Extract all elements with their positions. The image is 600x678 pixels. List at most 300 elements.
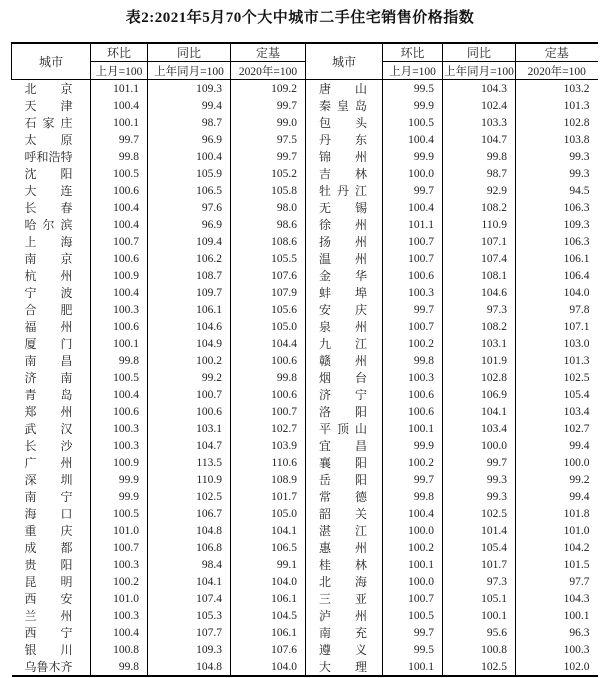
- city-name: 湛江: [319, 524, 367, 538]
- city-name: 吉林: [319, 167, 367, 181]
- value-cell-yoy-right: 108.2: [443, 318, 516, 335]
- value-cell-mom-right: 100.4: [383, 505, 443, 522]
- city-cell-left: [12, 318, 91, 335]
- value-cell-base-right: 104.3: [563, 592, 590, 605]
- table-row: [12, 505, 598, 522]
- value-cell-mom-left: 100.3: [91, 556, 148, 573]
- city-cell-right: [306, 403, 383, 420]
- city-name: 南充: [319, 626, 367, 640]
- city-name: 郑州: [24, 405, 73, 419]
- city-name: 青岛: [24, 388, 73, 402]
- value-cell-base-left: 97.5: [231, 131, 306, 148]
- table-row: [12, 437, 598, 454]
- value-cell-mom-right: 100.7: [383, 590, 443, 607]
- city-name: 南京: [24, 252, 73, 266]
- value-cell-yoy-left: 96.9: [148, 216, 231, 233]
- value-cell-yoy-left: 109.7: [148, 284, 231, 301]
- city-name: 哈尔滨: [24, 218, 73, 232]
- value-cell-mom-left: 100.3: [91, 437, 148, 454]
- city-name: 厦门: [24, 337, 73, 351]
- value-cell-base-left: 104.4: [231, 335, 306, 352]
- table-row: [12, 216, 598, 233]
- city-cell-left: [12, 573, 91, 590]
- value-cell-mom-right: 100.0: [383, 573, 443, 590]
- value-cell-yoy-right: 99.8: [443, 148, 516, 165]
- value-cell-base-right: 101.0: [563, 524, 590, 537]
- value-cell-mom-left: 100.3: [91, 301, 148, 318]
- value-cell-base-right: 106.3: [563, 201, 590, 214]
- value-cell-yoy-right: 97.3: [443, 573, 516, 590]
- subheader-yoy-left: 上年同月=100: [148, 62, 231, 80]
- city-name: 福州: [24, 320, 73, 334]
- table-row: [12, 590, 598, 607]
- city-name: 石家庄: [24, 116, 73, 130]
- city-cell-left: [12, 352, 91, 369]
- city-name: 桂林: [319, 558, 367, 572]
- header-base-right: 定基: [516, 43, 598, 62]
- city-name: 兰州: [24, 609, 73, 623]
- value-cell-mom-left: 99.8: [91, 352, 148, 369]
- city-cell-left: [12, 284, 91, 301]
- value-cell-yoy-left: 98.4: [148, 556, 231, 573]
- value-cell-mom-right: 100.3: [383, 369, 443, 386]
- value-cell-mom-right: 100.6: [383, 386, 443, 403]
- header-base-left: 定基: [231, 43, 306, 62]
- city-name: 包头: [319, 116, 367, 130]
- city-name: 宜昌: [319, 439, 367, 453]
- value-cell-yoy-right: 106.9: [443, 386, 516, 403]
- value-cell-mom-right: 99.5: [383, 641, 443, 658]
- city-name: 贵阳: [24, 558, 73, 572]
- table-row: [12, 420, 598, 437]
- city-name: 大连: [24, 184, 73, 198]
- value-cell-yoy-left: 100.4: [148, 148, 231, 165]
- city-cell-right: [306, 420, 383, 437]
- value-cell-yoy-right: 100.1: [443, 607, 516, 624]
- value-cell-base-left: 105.8: [231, 182, 306, 199]
- value-cell-yoy-right: 108.2: [443, 199, 516, 216]
- value-cell-mom-right: 99.9: [383, 148, 443, 165]
- city-name: 烟台: [319, 371, 367, 385]
- value-cell-yoy-right: 102.5: [443, 658, 516, 676]
- table-row: [12, 556, 598, 573]
- city-name: 长沙: [24, 439, 73, 453]
- value-cell-base-left: 101.7: [231, 488, 306, 505]
- value-cell-mom-right: 99.9: [383, 437, 443, 454]
- value-cell-mom-left: 100.7: [91, 233, 148, 250]
- table-body: [12, 80, 598, 677]
- city-cell-right: [306, 386, 383, 403]
- city-cell-left: [12, 386, 91, 403]
- value-cell-base-left: 106.1: [231, 624, 306, 641]
- table-row: [12, 335, 598, 352]
- value-cell-yoy-left: 100.6: [148, 403, 231, 420]
- city-name: 韶关: [319, 507, 367, 521]
- value-cell-base-right: 100.3: [563, 643, 590, 656]
- value-cell-base-left: 99.7: [231, 148, 306, 165]
- value-cell-base-left: 100.7: [231, 403, 306, 420]
- header-city-right: 城市: [306, 43, 383, 80]
- value-cell-base-left: 99.8: [231, 369, 306, 386]
- city-cell-left: [12, 80, 91, 98]
- price-index-table: [11, 42, 598, 677]
- table-row: [12, 199, 598, 216]
- value-cell-yoy-right: 92.9: [443, 182, 516, 199]
- city-name: 宁波: [24, 286, 73, 300]
- value-cell-base-right: 102.8: [563, 116, 590, 129]
- table-row: [12, 284, 598, 301]
- value-cell-base-right: 101.3: [563, 99, 590, 112]
- value-cell-mom-left: 100.1: [91, 114, 148, 131]
- city-cell-left: [12, 114, 91, 131]
- subheader-mom-right: 上月=100: [383, 62, 443, 80]
- value-cell-yoy-right: 104.1: [443, 403, 516, 420]
- city-cell-left: [12, 335, 91, 352]
- city-name: 惠州: [319, 541, 367, 555]
- value-cell-mom-left: 100.5: [91, 165, 148, 182]
- table-row: [12, 352, 598, 369]
- value-cell-yoy-right: 100.0: [443, 437, 516, 454]
- value-cell-base-left: 99.7: [231, 97, 306, 114]
- city-cell-left: [12, 556, 91, 573]
- header-mom-left: 环比: [91, 43, 148, 62]
- value-cell-yoy-right: 102.8: [443, 369, 516, 386]
- city-cell-right: [306, 522, 383, 539]
- city-name: 呼和浩特: [24, 150, 73, 164]
- city-cell-right: [306, 165, 383, 182]
- value-cell-mom-left: 100.9: [91, 454, 148, 471]
- city-name: 杭州: [24, 269, 73, 283]
- city-name: 丹东: [319, 133, 367, 147]
- value-cell-base-right: 99.3: [569, 150, 590, 163]
- table-row: [12, 624, 598, 641]
- city-cell-left: [12, 250, 91, 267]
- value-cell-yoy-left: 99.2: [148, 369, 231, 386]
- city-cell-right: [306, 437, 383, 454]
- city-name: 洛阳: [319, 405, 367, 419]
- value-cell-mom-left: 100.2: [91, 573, 148, 590]
- value-cell-base-right: 99.4: [569, 439, 590, 452]
- subheader-base-left: 2020年=100: [231, 62, 306, 80]
- city-name: 合肥: [24, 303, 73, 317]
- city-cell-right: [306, 369, 383, 386]
- city-cell-right: [306, 301, 383, 318]
- value-cell-mom-left: 100.4: [91, 97, 148, 114]
- city-name: 大理: [319, 660, 367, 674]
- value-cell-yoy-left: 110.9: [148, 471, 231, 488]
- city-cell-right: [306, 182, 383, 199]
- table-row: [12, 471, 598, 488]
- value-cell-yoy-left: 103.1: [148, 420, 231, 437]
- value-cell-yoy-left: 109.4: [148, 233, 231, 250]
- value-cell-yoy-left: 100.2: [148, 352, 231, 369]
- city-cell-left: [12, 301, 91, 318]
- value-cell-base-right: 104.0: [563, 286, 590, 299]
- city-name: 岳阳: [319, 473, 367, 487]
- value-cell-mom-left: 100.5: [91, 505, 148, 522]
- value-cell-yoy-left: 104.8: [148, 658, 231, 676]
- value-cell-yoy-right: 108.1: [443, 267, 516, 284]
- city-cell-right: [306, 216, 383, 233]
- city-cell-right: [306, 318, 383, 335]
- value-cell-mom-left: 100.3: [91, 420, 148, 437]
- city-cell-right: [306, 556, 383, 573]
- subheader-base-right: 2020年=100: [516, 62, 598, 80]
- value-cell-mom-right: 99.8: [383, 352, 443, 369]
- value-cell-mom-left: 100.1: [91, 335, 148, 352]
- city-cell-left: [12, 199, 91, 216]
- city-name: 九江: [319, 337, 367, 351]
- value-cell-mom-right: 100.1: [383, 556, 443, 573]
- value-cell-mom-right: 100.6: [383, 267, 443, 284]
- value-cell-yoy-right: 104.3: [443, 80, 516, 98]
- city-cell-left: [12, 369, 91, 386]
- value-cell-mom-right: 100.2: [383, 335, 443, 352]
- value-cell-yoy-left: 108.7: [148, 267, 231, 284]
- table-row: [12, 318, 598, 335]
- city-name: 泉州: [319, 320, 367, 334]
- table-row: [12, 148, 598, 165]
- value-cell-base-left: 103.9: [231, 437, 306, 454]
- city-cell-right: [306, 471, 383, 488]
- value-cell-mom-left: 100.4: [91, 199, 148, 216]
- city-name: 西宁: [24, 626, 73, 640]
- value-cell-yoy-right: 102.5: [443, 505, 516, 522]
- value-cell-base-left: 110.6: [231, 454, 306, 471]
- value-cell-mom-left: 101.1: [91, 80, 148, 98]
- city-cell-left: [12, 641, 91, 658]
- value-cell-base-right: 103.4: [563, 405, 590, 418]
- city-cell-right: [306, 148, 383, 165]
- city-cell-left: [12, 97, 91, 114]
- value-cell-mom-right: 99.9: [383, 97, 443, 114]
- value-cell-base-left: 108.6: [231, 233, 306, 250]
- value-cell-yoy-right: 99.7: [443, 454, 516, 471]
- value-cell-mom-right: 100.5: [383, 114, 443, 131]
- city-name: 昆明: [24, 575, 73, 589]
- value-cell-yoy-left: 105.3: [148, 607, 231, 624]
- city-cell-left: [12, 539, 91, 556]
- city-name: 西安: [24, 592, 73, 606]
- value-cell-mom-right: 100.7: [383, 250, 443, 267]
- city-name: 泸州: [319, 609, 367, 623]
- city-cell-left: [12, 233, 91, 250]
- value-cell-mom-left: 100.4: [91, 216, 148, 233]
- value-cell-yoy-left: 100.7: [148, 386, 231, 403]
- city-cell-right: [306, 658, 383, 676]
- value-cell-mom-right: 99.7: [383, 182, 443, 199]
- city-cell-right: [306, 641, 383, 658]
- value-cell-mom-right: 100.6: [383, 403, 443, 420]
- city-name: 襄阳: [319, 456, 367, 470]
- header-yoy-right: 同比: [443, 43, 516, 62]
- value-cell-mom-left: 100.7: [91, 539, 148, 556]
- value-cell-yoy-left: 106.7: [148, 505, 231, 522]
- value-cell-yoy-left: 106.8: [148, 539, 231, 556]
- value-cell-mom-right: 100.4: [383, 199, 443, 216]
- value-cell-mom-left: 100.6: [91, 250, 148, 267]
- table-row: [12, 80, 598, 98]
- table-row: [12, 97, 598, 114]
- header-mom-right: 环比: [383, 43, 443, 62]
- city-cell-right: [306, 488, 383, 505]
- value-cell-base-left: 105.0: [231, 505, 306, 522]
- value-cell-mom-right: 100.0: [383, 165, 443, 182]
- value-cell-base-left: 99.1: [231, 556, 306, 573]
- value-cell-yoy-right: 97.3: [443, 301, 516, 318]
- value-cell-yoy-left: 107.4: [148, 590, 231, 607]
- table-row: [12, 539, 598, 556]
- table-row: [12, 267, 598, 284]
- city-name: 长春: [24, 201, 73, 215]
- value-cell-mom-left: 99.9: [91, 471, 148, 488]
- value-cell-mom-right: 100.7: [383, 318, 443, 335]
- value-cell-yoy-left: 104.8: [148, 522, 231, 539]
- city-cell-right: [306, 114, 383, 131]
- value-cell-base-left: 98.0: [231, 199, 306, 216]
- city-name: 上海: [24, 235, 73, 249]
- city-name: 南昌: [24, 354, 73, 368]
- value-cell-yoy-right: 107.4: [443, 250, 516, 267]
- value-cell-mom-left: 100.4: [91, 284, 148, 301]
- table-row: [12, 607, 598, 624]
- city-cell-left: [12, 624, 91, 641]
- value-cell-yoy-right: 103.1: [443, 335, 516, 352]
- value-cell-mom-right: 100.2: [383, 539, 443, 556]
- value-cell-yoy-left: 104.7: [148, 437, 231, 454]
- value-cell-mom-left: 100.6: [91, 182, 148, 199]
- value-cell-yoy-left: 109.3: [148, 80, 231, 98]
- city-cell-left: [12, 505, 91, 522]
- city-cell-right: [306, 250, 383, 267]
- value-cell-yoy-left: 104.1: [148, 573, 231, 590]
- value-cell-yoy-left: 109.3: [148, 641, 231, 658]
- value-cell-base-right: 94.5: [569, 184, 590, 197]
- value-cell-mom-left: 99.8: [91, 658, 148, 676]
- value-cell-base-left: 104.1: [231, 522, 306, 539]
- city-name: 赣州: [319, 354, 367, 368]
- value-cell-mom-left: 100.9: [91, 267, 148, 284]
- value-cell-base-left: 107.9: [231, 284, 306, 301]
- city-cell-right: [306, 607, 383, 624]
- value-cell-yoy-right: 98.7: [443, 165, 516, 182]
- city-cell-right: [306, 199, 383, 216]
- city-name: 北海: [319, 575, 367, 589]
- city-name: 蚌埠: [319, 286, 367, 300]
- value-cell-mom-right: 100.1: [383, 420, 443, 437]
- value-cell-mom-right: 100.2: [383, 454, 443, 471]
- header-yoy-left: 同比: [148, 43, 231, 62]
- value-cell-mom-right: 99.5: [383, 80, 443, 98]
- city-cell-right: [306, 267, 383, 284]
- value-cell-mom-left: 100.8: [91, 641, 148, 658]
- value-cell-yoy-right: 110.9: [443, 216, 516, 233]
- table-row: [12, 488, 598, 505]
- value-cell-yoy-left: 106.1: [148, 301, 231, 318]
- table-header: [12, 43, 598, 80]
- value-cell-mom-left: 99.9: [91, 488, 148, 505]
- city-name: 金华: [319, 269, 367, 283]
- city-cell-left: [12, 471, 91, 488]
- city-cell-left: [12, 216, 91, 233]
- value-cell-base-right: 100.0: [563, 456, 590, 469]
- city-name: 沈阳: [24, 167, 73, 181]
- value-cell-yoy-right: 107.1: [443, 233, 516, 250]
- city-cell-left: [12, 658, 91, 676]
- value-cell-base-left: 99.0: [231, 114, 306, 131]
- table-row: [12, 454, 598, 471]
- table-row: [12, 131, 598, 148]
- table-row: [12, 301, 598, 318]
- value-cell-yoy-right: 105.1: [443, 590, 516, 607]
- city-cell-right: [306, 352, 383, 369]
- city-name: 武汉: [24, 422, 73, 436]
- city-name: 扬州: [319, 235, 367, 249]
- value-cell-mom-left: 100.5: [91, 369, 148, 386]
- table-row: [12, 165, 598, 182]
- value-cell-base-left: 108.9: [231, 471, 306, 488]
- table-row: [12, 522, 598, 539]
- value-cell-yoy-right: 105.4: [443, 539, 516, 556]
- city-cell-right: [306, 624, 383, 641]
- value-cell-mom-left: 101.0: [91, 590, 148, 607]
- header-row-subs: [12, 62, 598, 80]
- city-name: 南宁: [24, 490, 73, 504]
- city-name: 徐州: [319, 218, 367, 232]
- value-cell-base-left: 104.0: [231, 573, 306, 590]
- value-cell-yoy-left: 113.5: [148, 454, 231, 471]
- value-cell-base-left: 106.5: [231, 539, 306, 556]
- value-cell-base-right: 102.7: [563, 422, 590, 435]
- table-row: [12, 403, 598, 420]
- header-row-labels: [12, 43, 598, 62]
- value-cell-yoy-right: 101.4: [443, 522, 516, 539]
- value-cell-yoy-left: 96.9: [148, 131, 231, 148]
- city-cell-left: [12, 590, 91, 607]
- value-cell-base-left: 98.6: [231, 216, 306, 233]
- value-cell-yoy-left: 97.6: [148, 199, 231, 216]
- value-cell-base-left: 105.2: [231, 165, 306, 182]
- table-title: 表2:2021年5月70个大中城市二手住宅销售价格指数: [125, 10, 475, 26]
- city-cell-right: [306, 80, 383, 98]
- city-name: 成都: [24, 541, 73, 555]
- value-cell-yoy-left: 106.2: [148, 250, 231, 267]
- table-row: [12, 369, 598, 386]
- value-cell-yoy-right: 103.3: [443, 114, 516, 131]
- table-row: [12, 386, 598, 403]
- table-row: [12, 233, 598, 250]
- value-cell-mom-left: 100.3: [91, 607, 148, 624]
- city-name: 平顶山: [319, 422, 367, 436]
- value-cell-mom-right: 100.0: [383, 522, 443, 539]
- value-cell-mom-left: 100.6: [91, 318, 148, 335]
- city-name: 牡丹江: [319, 184, 367, 198]
- value-cell-yoy-left: 102.5: [148, 488, 231, 505]
- value-cell-base-left: 105.5: [231, 250, 306, 267]
- value-cell-base-right: 106.1: [563, 252, 590, 265]
- city-name: 银川: [24, 643, 73, 657]
- value-cell-base-right: 101.5: [563, 558, 590, 571]
- table-row: [12, 182, 598, 199]
- city-name: 秦皇岛: [319, 99, 367, 113]
- value-cell-yoy-right: 99.3: [443, 488, 516, 505]
- city-cell-right: [306, 233, 383, 250]
- value-cell-base-right: 106.4: [563, 269, 590, 282]
- value-cell-mom-left: 99.7: [91, 131, 148, 148]
- city-name: 海口: [24, 507, 73, 521]
- value-cell-mom-left: 99.8: [91, 148, 148, 165]
- value-cell-mom-right: 99.7: [383, 301, 443, 318]
